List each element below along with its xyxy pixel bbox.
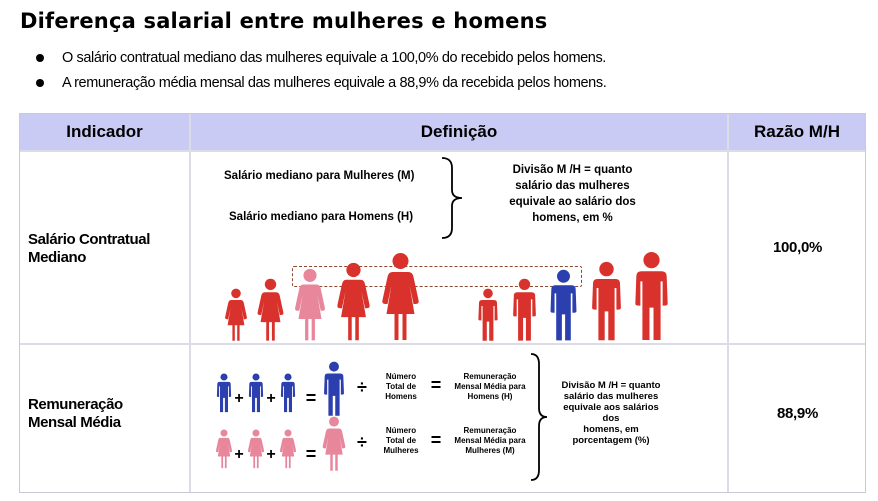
page-title: Diferença salarial entre mulheres e homens — [20, 9, 548, 33]
woman-figure-icon — [335, 262, 372, 342]
bullet-item — [36, 71, 606, 96]
bullet-dot — [36, 79, 44, 87]
women-median-label: Salário mediano para Mulheres (M) — [224, 170, 415, 182]
column-divider — [189, 114, 191, 492]
header-indicator: Indicador — [20, 114, 189, 150]
division-line: dos — [602, 413, 620, 424]
woman-figure-icon — [224, 288, 248, 342]
row-label-line: Mediano — [28, 249, 87, 266]
woman-figure-icon — [256, 278, 285, 342]
plus-sign: + — [234, 446, 244, 463]
division-line: homens, em % — [532, 212, 613, 224]
row-label-average-pay — [28, 396, 188, 432]
label-line: Remuneração — [463, 372, 517, 381]
label-line: Homens (H) — [467, 392, 513, 401]
row-label-median-salary — [28, 231, 188, 267]
divide-sign: ÷ — [357, 377, 367, 397]
label-line: Mensal Média para — [454, 382, 526, 391]
header-definition: Definição — [191, 114, 727, 150]
men-average-pay-label — [443, 372, 537, 402]
equals-sign: = — [430, 430, 442, 450]
man-figure-icon — [588, 261, 625, 342]
division-explanation-average — [547, 380, 675, 446]
plus-sign: + — [266, 390, 276, 407]
ratio-median-salary: 100,0% — [772, 239, 823, 256]
curly-brace-icon — [440, 156, 470, 240]
women-total-label — [375, 426, 427, 456]
label-line: Mensal Média para — [454, 436, 526, 445]
label-line: Remuneração — [463, 426, 517, 435]
division-line: equivale aos salários — [563, 402, 659, 413]
men-total-label — [375, 372, 427, 402]
ratio-average-pay: 88,9% — [776, 405, 819, 422]
man-median-figure-icon — [547, 269, 580, 342]
label-line: Número — [385, 372, 417, 381]
division-explanation-median — [490, 162, 655, 226]
row-label-line: Mensal Média — [28, 414, 121, 431]
woman-median-figure-icon — [293, 268, 327, 342]
woman-figure-icon — [214, 429, 234, 469]
division-line: salário das mulheres — [515, 180, 630, 192]
plus-sign: + — [266, 446, 276, 463]
men-median-label: Salário mediano para Homens (H) — [229, 211, 414, 223]
column-divider — [727, 114, 729, 492]
man-figure-icon — [278, 373, 298, 413]
woman-figure-icon — [246, 429, 266, 469]
bullet-item — [36, 46, 606, 71]
bullet-dot — [36, 54, 44, 62]
division-line: porcentagem (%) — [572, 435, 650, 446]
man-figure-icon — [510, 278, 539, 342]
division-line: homens, em — [583, 424, 639, 435]
division-line: equivale ao salário dos — [509, 196, 636, 208]
woman-figure-icon — [380, 252, 421, 342]
woman-figure-icon — [278, 429, 298, 469]
label-line: Mulheres (M) — [465, 446, 515, 455]
row-divider — [20, 150, 865, 152]
row-divider — [20, 343, 865, 345]
man-figure-icon — [246, 373, 266, 413]
indicator-table — [19, 113, 866, 493]
header-ratio: Razão M/H — [729, 114, 865, 150]
division-line: salário das mulheres — [563, 391, 659, 402]
equals-sign: = — [430, 375, 442, 395]
label-line: Homens — [385, 392, 417, 401]
division-line: Divisão M /H = quanto — [561, 380, 661, 391]
label-line: Total de — [385, 436, 417, 445]
label-line: Total de — [385, 382, 417, 391]
plus-sign: + — [234, 390, 244, 407]
equals-sign: = — [305, 444, 317, 464]
man-figure-icon — [476, 288, 500, 342]
divide-sign: ÷ — [357, 432, 367, 452]
man-figure-icon — [321, 361, 347, 417]
division-line: Divisão M /H = quanto — [512, 164, 633, 176]
man-figure-icon — [214, 373, 234, 413]
row-label-line: Remuneração — [28, 396, 123, 413]
label-line: Mulheres — [383, 446, 419, 455]
label-line: Número — [385, 426, 417, 435]
woman-figure-icon — [321, 416, 347, 472]
row-label-line: Salário Contratual — [28, 231, 150, 248]
bullet-text: O salário contratual mediano das mulheres equivale a 100,0% do recebido pelos homens. — [62, 50, 606, 66]
bullet-text: A remuneração média mensal das mulheres equivale a 88,9% da recebida pelos homens. — [62, 75, 607, 91]
equals-sign: = — [305, 388, 317, 408]
bullet-list — [36, 46, 606, 96]
women-average-pay-label — [443, 426, 537, 456]
man-figure-icon — [631, 251, 672, 342]
